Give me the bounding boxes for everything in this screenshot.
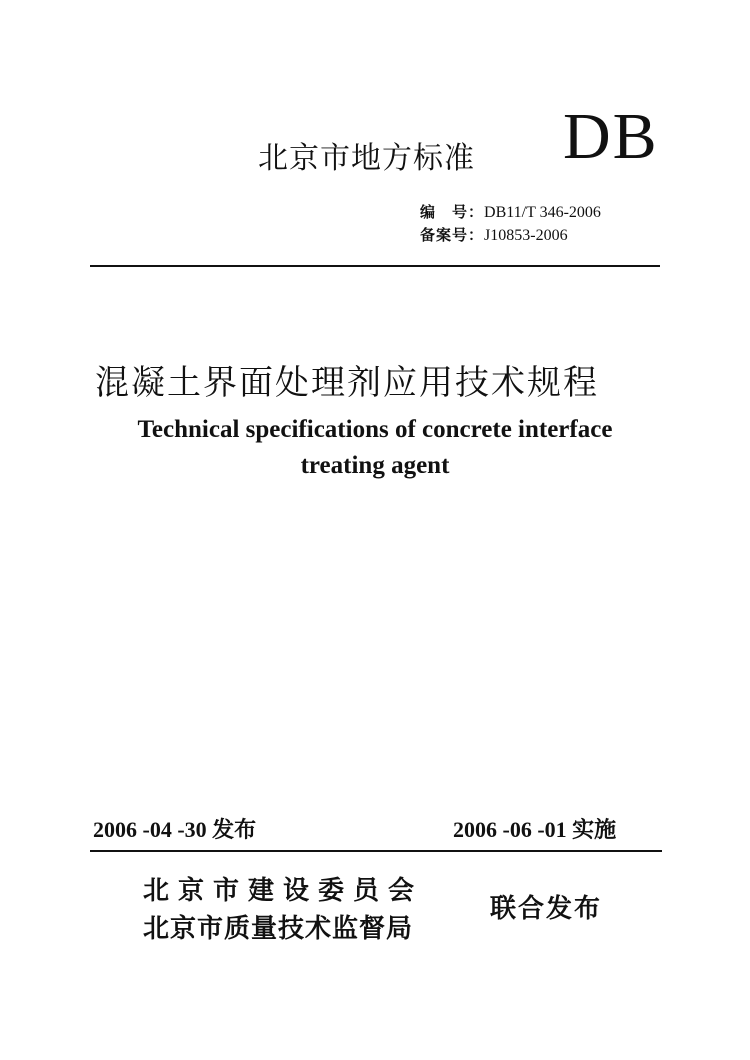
standard-number-row (420, 201, 601, 224)
title-english-line1: Technical specifications of concrete interface (137, 416, 613, 443)
standard-number-value: DB11/T 346-2006 (484, 204, 601, 221)
standard-codes (420, 201, 601, 247)
title-english (75, 412, 675, 484)
issue-date: 2006 -04 -30 发布 (93, 817, 257, 842)
record-number-row (420, 224, 601, 247)
issuer-construction-commission: 北京市建设委员会 (143, 876, 424, 906)
title-english-line2: treating agent (300, 452, 450, 479)
top-divider (90, 265, 660, 267)
issuer-quality-bureau: 北京市质量技术监督局 (143, 914, 414, 944)
standard-category: 北京市地方标准 (258, 141, 475, 176)
db-mark: DB (563, 100, 659, 173)
effective-date: 2006 -06 -01 实施 (453, 817, 617, 842)
title-chinese: 混凝土界面处理剂应用技术规程 (95, 363, 599, 403)
record-number-label: 备案号： (420, 226, 485, 244)
bottom-divider (90, 850, 662, 852)
standard-number-label: 编 号： (420, 203, 485, 221)
joint-release-label: 联合发布 (490, 894, 603, 924)
record-number-value: J10853-2006 (484, 227, 568, 244)
